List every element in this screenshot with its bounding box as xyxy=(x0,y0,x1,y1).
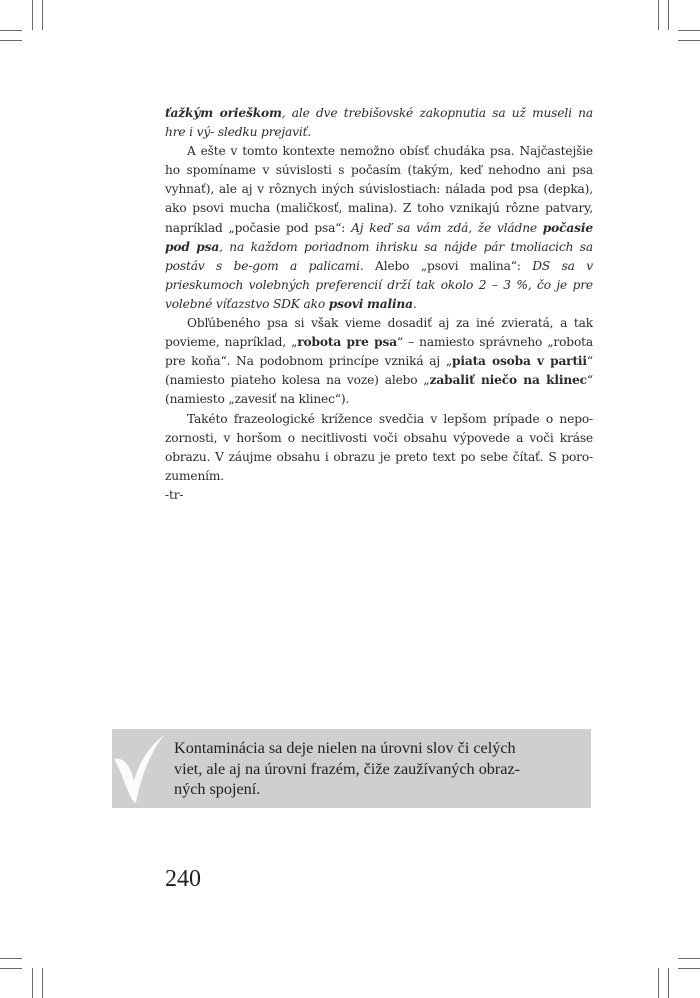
paragraph-1: ťažkým orieškom, ale dve trebišovské zakopnutia sa už museli na hre i vý- sledku prejaviť. xyxy=(165,106,593,140)
crop-mark xyxy=(0,968,22,969)
check-mark-icon xyxy=(108,729,168,808)
crop-mark xyxy=(32,0,33,30)
paragraph-3: Obľúbeného psa si však vieme dosadiť aj za iné zvieratá, a tak povieme, napríklad, „robota pre psa“ – namiesto správneho „robota pre koňa“. Na podobnom princípe vzniká aj „piata osoba v partii“ (namiesto piateho kolesa na voze) alebo „zabaliť niečo na klinec“ (namiesto „zavesiť na klinec“). xyxy=(165,316,594,407)
body-text xyxy=(165,104,593,505)
author-signature: -tr- xyxy=(165,487,184,502)
crop-mark xyxy=(678,30,700,31)
callout-text: Kontaminácia sa deje nielen na úrovni slov či celých viet, ale aj na úrovni frazém, čiže zaužívaných obraz- ných spojení. xyxy=(174,739,521,799)
crop-mark xyxy=(32,968,33,998)
crop-mark xyxy=(678,958,700,959)
crop-mark xyxy=(668,0,669,30)
crop-mark xyxy=(42,968,43,998)
paragraph-4: Takéto frazeologické krížence svedčia v lepšom prípade o nepo-zornosti, v horšom o necitlivosti voči obsahu výpovede a voči kráse obrazu. V záujme obsahu i obrazu je preto text po sebe čítať. S poro-zumením. xyxy=(165,411,593,483)
crop-mark xyxy=(42,0,43,30)
crop-mark xyxy=(0,40,22,41)
page-number: 240 xyxy=(165,866,201,892)
crop-mark xyxy=(0,30,22,31)
crop-mark xyxy=(678,40,700,41)
crop-mark xyxy=(658,0,659,30)
crop-mark xyxy=(0,958,22,959)
paragraph-2: A ešte v tomto kontexte nemožno obísť chudáka psa. Najčastejšie ho spomíname v súvislosti s počasím (takým, keď nehodno ani psa vyhnať), ale aj v rôznych iných súvislostiach: nálada pod psa (depka), ako psovi mucha (maličkosť, malina). Z toho vznikajú rôzne patvary, napríklad „počasie pod psa“: Aj keď sa vám zdá, že vládne počasie pod psa, na každom poriadnom ihrisku sa nájde pár tmoliacich sa postáv s be-gom a palicami. Alebo „psovi malina“: DS sa v prieskumoch volebných preferencií drží tak okolo 2 – 3 %, čo je pre volebné víťazstvo SDK ako psovi malina. xyxy=(165,144,593,311)
crop-mark xyxy=(658,968,659,998)
crop-mark xyxy=(678,968,700,969)
crop-mark xyxy=(668,968,669,998)
